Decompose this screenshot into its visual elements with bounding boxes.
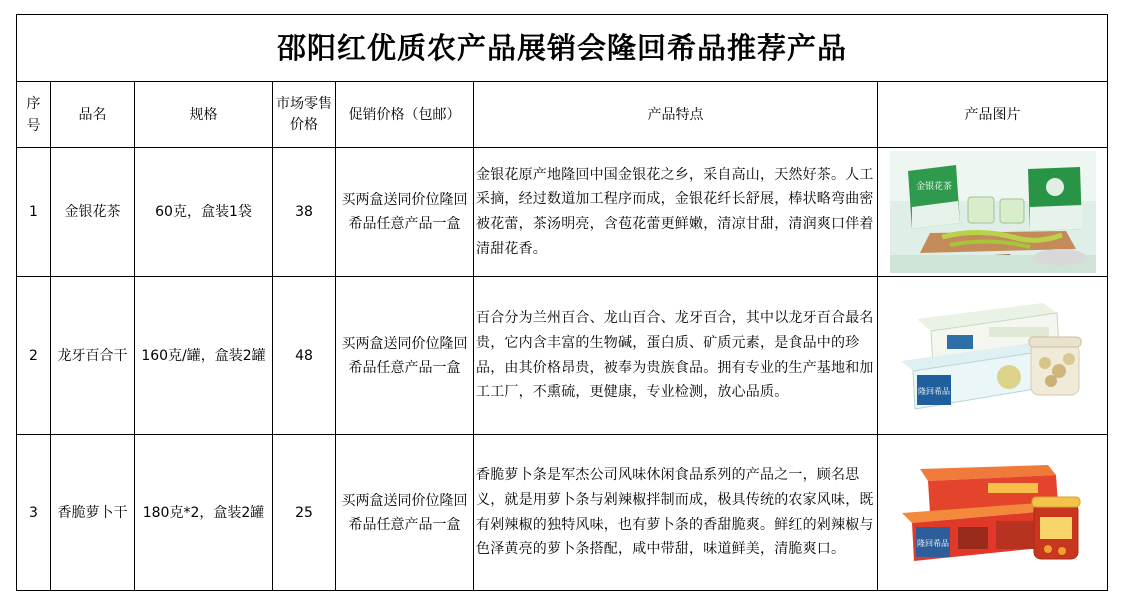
row-price: 48 <box>273 277 336 435</box>
row-price: 38 <box>273 148 336 277</box>
row-image-cell <box>878 277 1108 435</box>
row-features: 金银花原产地隆回中国金银花之乡，采自高山，天然好茶。人工采摘，经过数道加工程序而成，金银花纤长舒展，棒状略弯曲密被花蕾，茶汤明亮，含苞花蕾更鲜嫩，清凉甘甜，清润爽口伴着清甜花香。 <box>474 148 878 277</box>
row-name: 龙牙百合干 <box>51 277 135 435</box>
header-promo: 促销价格（包邮） <box>336 82 474 148</box>
row-features: 香脆萝卜条是军杰公司风味休闲食品系列的产品之一，顾名思义，就是用萝卜条与剁辣椒拌制而成，极具传统的农家风味，既有剁辣椒的独特风味，也有萝卜条的香甜脆爽。鲜红的剁辣椒与色泽黄亮的萝卜条搭配，咸中带甜，味道鲜美，清脆爽口。 <box>474 435 878 591</box>
header-image: 产品图片 <box>878 82 1108 148</box>
row-name: 金银花茶 <box>51 148 135 277</box>
product-sheet <box>16 14 1108 591</box>
row-seq: 2 <box>17 277 51 435</box>
table-row <box>17 148 1108 277</box>
row-name: 香脆萝卜干 <box>51 435 135 591</box>
row-spec: 180克*2，盒装2罐 <box>135 435 273 591</box>
header-row <box>17 82 1108 148</box>
table-row <box>17 277 1108 435</box>
header-name: 品名 <box>51 82 135 148</box>
header-spec: 规格 <box>135 82 273 148</box>
row-seq: 3 <box>17 435 51 591</box>
row-spec: 160克/罐，盒装2罐 <box>135 277 273 435</box>
row-price: 25 <box>273 435 336 591</box>
header-price: 市场零售价格 <box>273 82 336 148</box>
header-seq: 序号 <box>17 82 51 148</box>
row-features: 百合分为兰州百合、龙山百合、龙牙百合，其中以龙牙百合最名贵，它内含丰富的生物碱，蛋白质、矿质元素，是食品中的珍品，由其价格昂贵，被奉为贵族食品。拥有专业的生产基地和加工工厂，不熏硫，更健康，专业检测，放心品质。 <box>474 277 878 435</box>
row-image-cell <box>878 148 1108 277</box>
sheet-title: 邵阳红优质农产品展销会隆回希品推荐产品 <box>17 15 1108 82</box>
crispy-radish-box-photo-icon <box>898 455 1088 571</box>
row-promo: 买两盒送同价位隆回希品任意产品一盒 <box>336 148 474 277</box>
bag-label: 金银花茶 <box>915 182 952 192</box>
header-features: 产品特点 <box>474 82 878 148</box>
row-promo: 买两盒送同价位隆回希品任意产品一盒 <box>336 277 474 435</box>
dried-lily-box-photo-icon <box>893 291 1093 421</box>
table-row <box>17 435 1108 591</box>
row-promo: 买两盒送同价位隆回希品任意产品一盒 <box>336 435 474 591</box>
row-seq: 1 <box>17 148 51 277</box>
honeysuckle-tea-photo-icon <box>890 151 1096 273</box>
row-spec: 60克，盒装1袋 <box>135 148 273 277</box>
row-image-cell <box>878 435 1108 591</box>
box-label: 隆回希品 <box>917 386 950 396</box>
product-table <box>16 14 1108 591</box>
box-label: 隆回希品 <box>916 538 949 548</box>
